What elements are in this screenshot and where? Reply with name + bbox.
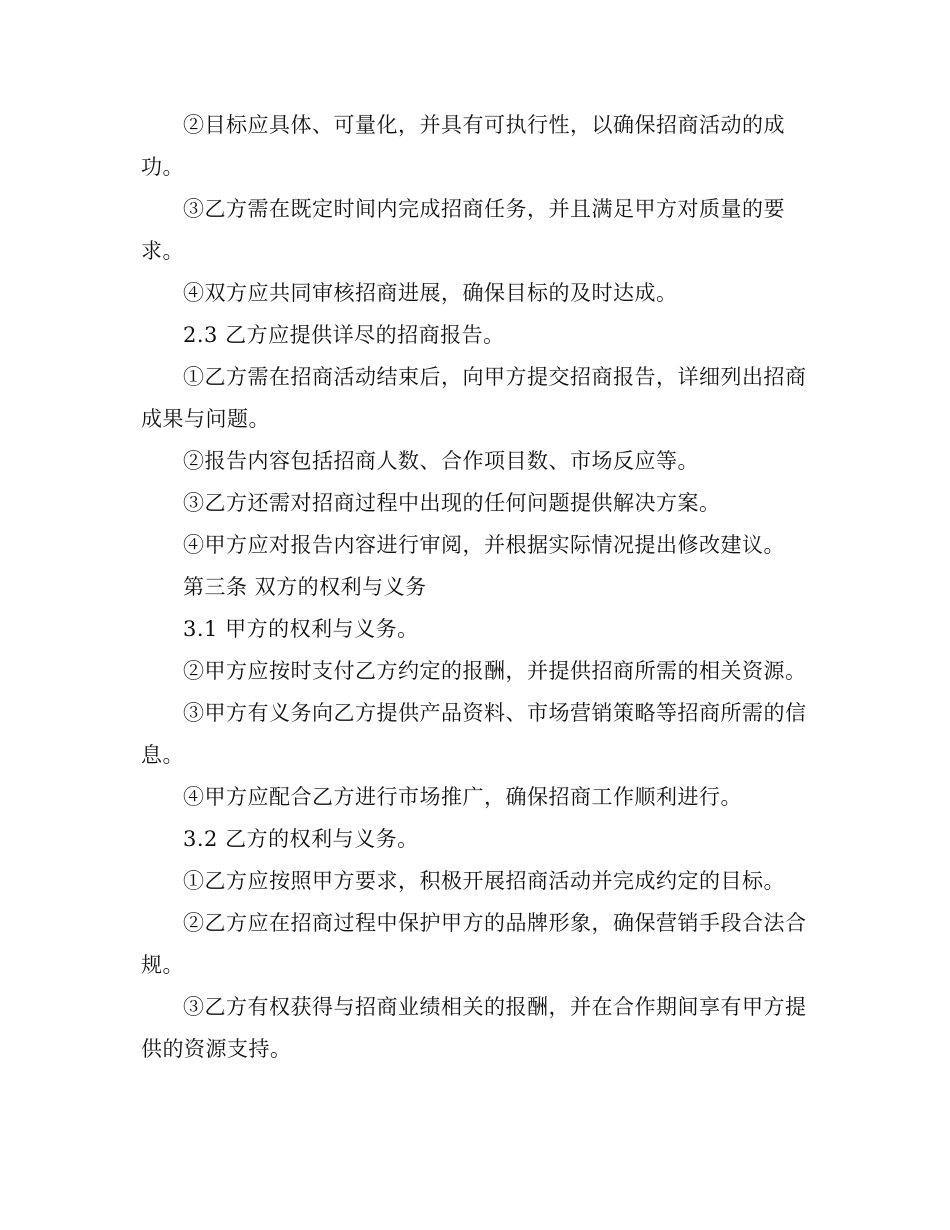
- article-3-heading: 第三条 双方的权利与义务: [183, 575, 427, 599]
- paragraph-4-review-report: ④甲方应对报告内容进行审阅，并根据实际情况提出修改建议。: [183, 533, 785, 557]
- paragraph-1-carry-out-activities: ①乙方应按照甲方要求，积极开展招商活动并完成约定的目标。: [183, 869, 785, 893]
- paragraph-1-submit-report: ①乙方需在招商活动结束后，向甲方提交招商报告，详细列出招商成果与问题。: [141, 365, 807, 431]
- paragraph-3-right-to-remuneration: ③乙方有权获得与招商业绩相关的报酬，并在合作期间享有甲方提供的资源支持。: [141, 995, 807, 1061]
- section-3-1-heading: 3.1 甲方的权利与义务。: [183, 617, 419, 641]
- paragraph-2-protect-brand: ②乙方应在招商过程中保护甲方的品牌形象，确保营销手段合法合规。: [141, 911, 807, 977]
- paragraph-2-pay-remuneration: ②甲方应按时支付乙方约定的报酬，并提供招商所需的相关资源。: [183, 659, 807, 683]
- paragraph-4-cooperate-promotion: ④甲方应配合乙方进行市场推广，确保招商工作顺利进行。: [183, 785, 742, 809]
- paragraph-4-joint-review: ④双方应共同审核招商进展，确保目标的及时达成。: [183, 281, 678, 305]
- section-2-3-heading: 2.3 乙方应提供详尽的招商报告。: [183, 323, 505, 347]
- paragraph-3-complete-tasks: ③乙方需在既定时间内完成招商任务，并且满足甲方对质量的要求。: [141, 197, 785, 263]
- paragraph-3-solutions: ③乙方还需对招商过程中出现的任何问题提供解决方案。: [183, 491, 721, 515]
- paragraph-2-report-content: ②报告内容包括招商人数、合作项目数、市场反应等。: [183, 449, 699, 473]
- paragraph-2-goal-specific: ②目标应具体、可量化，并具有可执行性，以确保招商活动的成功。: [141, 113, 785, 179]
- paragraph-3-provide-info: ③甲方有义务向乙方提供产品资料、市场营销策略等招商所需的信息。: [141, 701, 807, 767]
- section-3-2-heading: 3.2 乙方的权利与义务。: [183, 827, 419, 851]
- document-body: [141, 104, 809, 1070]
